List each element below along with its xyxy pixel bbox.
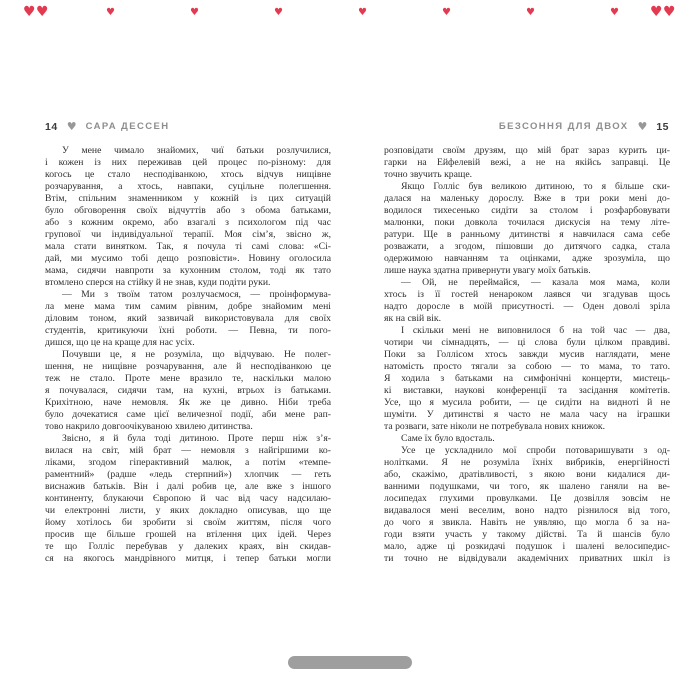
top-border-heart-icon: ♥ xyxy=(190,7,199,18)
left-page-number: 14 xyxy=(45,120,58,133)
text-line: чотири чи сімнадцять, — ці слова були цілком правдиві. xyxy=(384,337,670,348)
text-line: кі виставки, наукові конференції та засідання комітетів. xyxy=(384,385,670,396)
top-border-heart-icon: ♥ xyxy=(663,4,676,20)
text-line: Якщо Голліс був великою дитиною, то я більше ски- xyxy=(401,181,670,192)
text-line: або з кожним окремо, або взагалі з психологом під час xyxy=(45,217,331,228)
text-line: Усе це ускладнило мої спроби потоваришувати з од- xyxy=(401,445,670,456)
text-line: до чого я звикла. Навіть не уявляю, що могла б за на- xyxy=(384,517,670,528)
text-line: мала стати винятком. Так, я почула ті самі слова: «Сі- xyxy=(45,241,331,252)
text-line: Поки за Голлісом хтось завжди мусив наглядати, мене xyxy=(384,349,670,360)
text-line: лосипедах глухими провулками. Це дозвілля зовсім не xyxy=(384,493,670,504)
text-line: континенту, блукаючи Європою й час від часу надсилаю- xyxy=(45,493,331,504)
text-line: дай, ми мусимо тобі дещо розповісти». Новину оголосила xyxy=(45,253,331,264)
text-line: точно звучить краще. xyxy=(384,169,473,180)
text-line: шення, не нищівне розчарування, але й несподіванкою це xyxy=(45,361,331,372)
text-line: або, скажімо, дратівливості, з якою вони кидалися ди- xyxy=(384,469,670,480)
text-line: надто доросле в моїй присутності. — Оден доволі зріла xyxy=(384,301,670,312)
text-line: студентів, критикуючи їхні роботи. — Певна, ти пого- xyxy=(45,325,331,336)
top-border-heart-icon: ♥ xyxy=(526,7,535,18)
text-line: видавалося мені веселим, воно надто різнилося від того, xyxy=(384,505,670,516)
text-line: як на свій вік. xyxy=(384,313,442,324)
text-line: було обговорення своїх відчуттів або з обома батьками, xyxy=(45,205,331,216)
text-line: Усе, що я мусила робити, — це сидіти на видноті й не xyxy=(384,397,670,408)
text-line: ла мене мама тим самим рівним, добре знайомим мені xyxy=(45,301,331,312)
text-line: одержимою навчанням та оцінками, адже зрозуміла, що xyxy=(384,253,670,264)
top-border-heart-icon: ♥ xyxy=(442,7,451,18)
text-line: втомлено сперся на стійку й не знав, куди подіти руки. xyxy=(45,277,271,288)
text-line: Почувши це, я не розуміла, що відчуваю. Не полег- xyxy=(62,349,331,360)
text-line: водилося тихесенько сидіти за столом і розфарбовувати xyxy=(384,205,670,216)
left-page-text-column xyxy=(45,145,331,565)
right-running-title: БЕЗСОННЯ ДЛЯ ДВОХ xyxy=(498,121,629,132)
heart-icon: ♥ xyxy=(637,120,648,133)
text-line: розповідати своїм друзям, що мій брат зараз курить ци- xyxy=(384,145,670,156)
heart-icon: ♥ xyxy=(66,120,77,133)
top-border-heart-icon: ♥ xyxy=(650,4,663,20)
text-line: просив ще більше грошей на втілення цих ідей. Через xyxy=(45,529,331,540)
text-line: вилася на світ, мій брат — немовля з найгіршими ко- xyxy=(45,445,331,456)
text-line: мало, адже ці розкидачі подушок і шалені велосипедис- xyxy=(384,541,670,552)
text-line: діловим тоном, який зазвичай використовувала для своїх xyxy=(45,313,331,324)
text-line: ти точно не відвідували академічних приватних шкіл із xyxy=(384,553,670,564)
text-line: Крихітною, наче немовля. Як же це дивно. Ніби треба xyxy=(45,397,331,408)
text-line: когось це стало несподіванкою, хтось відчув нищівне xyxy=(45,169,331,180)
text-line: нолітками. Я не розуміла їхніх вибриків, енергійності xyxy=(384,457,670,468)
text-line: лише наука здатна привернути увагу моїх батьків. xyxy=(384,265,591,276)
text-line: І скільки мені не виповнилося б на той час — два, xyxy=(401,325,670,336)
text-line: Звісно, я й була тоді дитиною. Проте перш ніж з’я- xyxy=(62,433,331,444)
text-line: я почувалася, сидячи там, на кухні, втрьох із батьками. xyxy=(45,385,331,396)
text-line: і кожен із них переживав цей процес по-різному: для xyxy=(45,157,331,168)
right-page-header xyxy=(499,120,669,133)
text-line: хтось із її гостей ненароком лаявся чи згадував щось xyxy=(384,289,670,300)
text-line: натомість просто тягали за собою — то мама, то тато. xyxy=(384,361,670,372)
text-line: Я ходила з батьками на симфонічні концерти, мистець- xyxy=(384,373,670,384)
text-line: дишся, що це на краще для нас усіх. xyxy=(45,337,195,348)
top-border-heart-icon: ♥ xyxy=(106,7,115,18)
text-line: ратури. Ще в ранньому дитинстві я навчилася сама себе xyxy=(384,229,670,240)
text-line: далася на маленьку дорослу. Вже в три роки мені до- xyxy=(384,193,670,204)
top-border-heart-icon: ♥ xyxy=(610,7,619,18)
text-line: розважати, а згодом, пішовши до дитячого садка, стала xyxy=(384,241,670,252)
top-border-heart-icon: ♥ xyxy=(23,4,36,20)
top-border-heart-icon: ♥ xyxy=(36,4,49,20)
text-line: групової чи індивідуальної терапії. Моя сім’я, звісно ж, xyxy=(45,229,331,240)
text-line: раментний» (радше «ледь стерпний») хлопчик — геть xyxy=(45,469,331,480)
text-line: Саме їх було вдосталь. xyxy=(401,433,495,444)
text-line: мама, сидячи навпроти за кухонним столом, тоді як тато xyxy=(45,265,331,276)
left-running-title: САРА ДЕССЕН xyxy=(85,121,170,132)
text-line: чи електронні листи, у яких докладно описував, що ще xyxy=(45,505,331,516)
text-line: годи взяти участь у такому дійстві. Та й шансів було xyxy=(384,529,670,540)
text-line: ліками, згодом гіперактивний малюк, а потім «темпе- xyxy=(45,457,331,468)
text-line: тово накрило довгоочікуваною хвилею дитинства. xyxy=(45,421,253,432)
left-page-header xyxy=(45,120,169,133)
text-line: та розваги, зате ніколи не потребувала нових книжок. xyxy=(384,421,606,432)
text-line: ванними подушками, чи того, як шалено ганяли на ве- xyxy=(384,481,670,492)
text-line: шуміти. У дитинстві я часто не мала часу на іграшки xyxy=(384,409,670,420)
right-page-text-column xyxy=(384,145,670,565)
horizontal-scrollbar-thumb[interactable] xyxy=(288,656,412,669)
text-line: те що Голліс перебував у далеких краях, він скидав- xyxy=(45,541,331,552)
text-line: У мене чимало знайомих, чиї батьки розлучилися, xyxy=(62,145,331,156)
text-line: було дочекатися саме цієї величезної події, аби мене рап- xyxy=(45,409,331,420)
top-border-heart-icon: ♥ xyxy=(358,7,367,18)
text-line: гарки на Ейфелевій вежі, а не на якійсь заправці. Це xyxy=(384,157,670,168)
text-line: розчарування, а хтось, навпаки, суцільне полегшення. xyxy=(45,181,331,192)
text-line: Втім, спільним знаменником у кожній із цих ситуацій xyxy=(45,193,331,204)
text-line: — Ой, не переймайся, — казала моя мама, коли xyxy=(401,277,670,288)
top-border-decoration xyxy=(0,0,700,28)
text-line: малюнки, поки довкола точилася дискусія на тему літе- xyxy=(384,217,670,228)
text-line: — Ми з твоїм татом розлучаємося, — проінформува- xyxy=(62,289,331,300)
text-line: виснажив батьків. Він і далі робив це, але вже з іншого xyxy=(45,481,331,492)
text-line: теж не стало. Проте мене вразило те, наскільки малою xyxy=(45,373,331,384)
text-line: йому хотілось би зробити зі своїм життям, після чого xyxy=(45,517,331,528)
right-page-number: 15 xyxy=(656,120,669,133)
text-line: ся на якогось мандрівного митця, і тепер батьки могли xyxy=(45,553,331,564)
top-border-heart-icon: ♥ xyxy=(274,7,283,18)
